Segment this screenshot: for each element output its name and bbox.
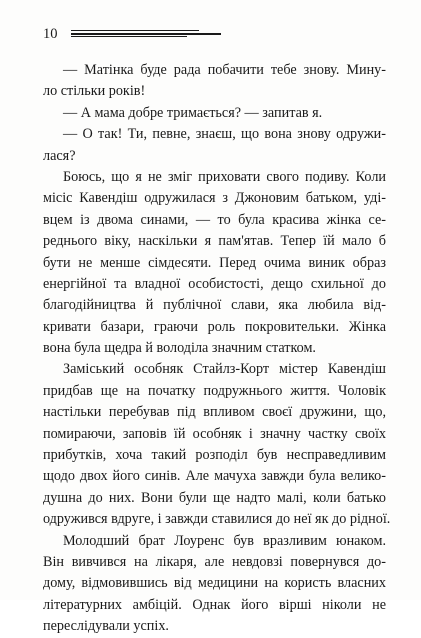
text-line: помираючи, заповів їй особняк і значну частку своїх <box>43 425 386 442</box>
text-line: щодо двох його синів. Але мачуха завжди була велико- <box>43 468 386 485</box>
text-line: Молодший брат Лоуренс був вразливим юнаком. <box>63 532 386 549</box>
text-line: місіс Кавендіш одружилася з Джоновим батьком, уді- <box>43 190 386 207</box>
text-line: — О так! Ти, певне, знаєш, що вона знову одружи- <box>63 126 386 143</box>
text-line: переслідували успіх. <box>43 618 169 635</box>
text-line: ло стільки років! <box>43 83 146 100</box>
text-line: вона була щедра й володіла значним статком. <box>43 340 316 357</box>
text-line: реднього віку, наскільки я пам'ятав. Тепер їй мало б <box>43 233 386 250</box>
text-line: придбав ще на початку подружнього життя. Чоловік <box>43 382 386 399</box>
header-rule-top <box>71 30 199 31</box>
text-line: прибутків, хоча такий розподіл був несправедливим <box>43 447 386 464</box>
text-line: бути не менше сімдесяти. Перед очима виник образ <box>43 254 386 271</box>
text-line: кривати базари, граючи роль покровительки. Жінка <box>43 318 386 335</box>
text-line: літературних амбіцій. Однак його вірші ніколи не <box>43 596 386 613</box>
text-line: Він вивчився на лікаря, але невдовзі повернувся до- <box>43 553 386 570</box>
text-line: благодійництва й публічної слави, яка любила від- <box>43 297 386 314</box>
header-rule-bottom <box>71 36 187 37</box>
text-line: настільки перебував під впливом своєї дружини, що, <box>43 404 386 421</box>
text-line: Боюсь, що я не зміг приховати свого подиву. Коли <box>63 168 386 185</box>
text-line: одружився вдруге, і завжди ставилися до неї як до рідної. <box>43 511 391 528</box>
body-text <box>43 60 391 638</box>
text-line: енергійної та владної особистості, дещо схильної до <box>43 275 386 292</box>
text-line: — А мама добре тримається? — запитав я. <box>63 104 323 121</box>
page-number: 10 <box>43 26 58 42</box>
text-line: вцем із двома синами, — то була красива жінка се- <box>43 211 386 228</box>
text-line: — Матінка буде рада побачити тебе знову. Мину- <box>63 62 386 78</box>
text-line: дому, відмовившись від медицини на користь власних <box>43 575 386 592</box>
text-line: Заміський особняк Стайлз-Корт містер Кавендіш <box>63 361 386 378</box>
text-line: лася? <box>43 147 76 164</box>
text-line: душна до них. Вони були ще надто малі, коли батько <box>43 489 386 506</box>
page-header <box>43 24 203 44</box>
header-rule-middle <box>71 33 221 35</box>
